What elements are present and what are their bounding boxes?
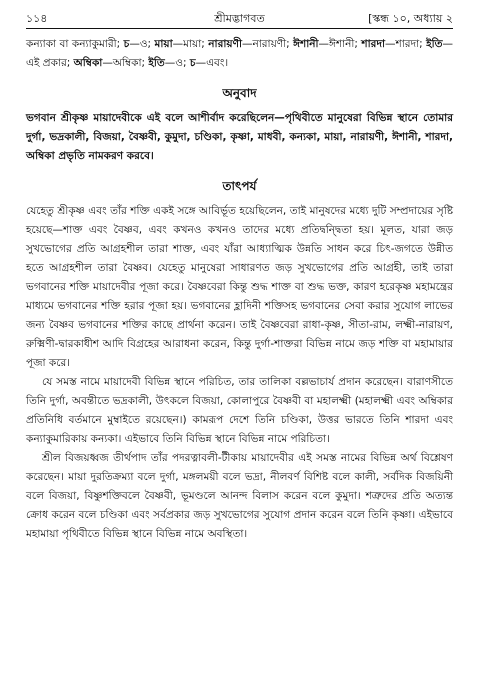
purport-paragraph: শ্রীল বিজয়ধ্বজ তীর্থপাদ তাঁর পদরত্নাবলী-টীকায় মায়াদেবীর এই সমস্ত নামের বিভিন্ন অর্থ বিশ্লেষণ করেছেন। মায়া দুরতিক্রম্যা বলে দুর্গা, মঙ্গলময়ী বলে ভদ্রা, নীলবর্ণ বিশিষ্ট বলে কালী, সর্বদিক বিজয়িনী বলে বিজয়া, বিষ্ণুশক্তিবলে বৈষ্ণবী, ভূমণ্ডলে আনন্দ বিলাস করেন বলে কুমুদা। শত্রুদের প্রতি অত্যন্ত ক্রোধ করেন বলে চণ্ডিকা এবং সর্বপ্রকার জড় সুখভোগের সুযোগ প্রদান করেন বলে তিনি কৃষ্ণা। এইভাবে মহামায়া পৃথিবীতে বিভিন্ন স্থানে বিভিন্ন নামে অবস্থিতা।	[26, 452, 453, 540]
synonym-word: মায়া	[154, 38, 173, 50]
synonym-meaning: —এবং।	[195, 57, 229, 69]
synonym-word: অম্বিকা	[73, 57, 103, 69]
book-title: শ্রীমদ্ভাগবত	[214, 12, 265, 25]
running-header	[26, 6, 453, 26]
translation-text: ভগবান শ্রীকৃষ্ণ মায়াদেবীকে এই বলে আশীর্বাদ করেছিলেন—পৃথিবীতে মানুষেরা বিভিন্ন স্থানে তোমার দুর্গা, ভদ্রকালী, বিজয়া, বৈষ্ণবী, কুমুদা, চণ্ডিকা, কৃষ্ণা, মাধবী, কন্যকা, মায়া, নারায়ণী, ঈশানী, শারদা, অম্বিকা প্রভৃতি নামকরণ করবে।	[26, 112, 453, 162]
synonym-word: ঈশানী	[293, 38, 319, 50]
synonym-meaning: —ঈশানী;	[318, 38, 362, 50]
synonym-word: ইতি	[426, 38, 443, 50]
synonym-word: শারদা	[361, 38, 386, 50]
synonym-word: নারায়ণী	[208, 38, 242, 50]
synonym-word: চ	[189, 57, 196, 69]
synonym-meaning: কন্যাকা বা কন্যাকুমারী;	[26, 38, 124, 50]
page-number: ১১৪	[26, 12, 48, 25]
synonym-meaning: —শারদা;	[385, 38, 427, 50]
synonym-meaning: —মায়া;	[172, 38, 209, 50]
synonym-meaning: —ও;	[129, 38, 155, 50]
purport-paragraph: যে সমস্ত নামে মায়াদেবী বিভিন্ন স্থানে পরিচিত, তার তালিকা বল্লভাচার্য প্রদান করেছেন। বারাণসীতে তিনি দুর্গা, অবন্তীতে ভদ্রকালী, উৎকলে বিজয়া, কোলাপুরে বৈষ্ণবী বা মহালক্ষ্মী (মহালক্ষ্মী এবং অম্বিকার প্রতিনিধি বর্তমানে মুম্বাইতে রয়েছেন।) কামরূপ দেশে তিনি চণ্ডিকা, উত্তর ভারতে তিনি শারদা এবং কন্যাকুমারিকায় কন্যকা। এইভাবে তিনি বিভিন্ন স্থানে বিভিন্ন নামে পরিচিতা।	[26, 376, 453, 445]
section-reference: [স্কন্ধ ১০, অধ্যায় ২	[368, 12, 453, 25]
synonym-meaning: —এই প্রকার;	[26, 38, 453, 69]
purport-paragraph: যেহেতু শ্রীকৃষ্ণ এবং তাঁর শক্তি একই সঙ্গে আবির্ভূত হয়েছিলেন, তাই মানুষদের মধ্যে দুটি সম্প্রদায়ের সৃষ্টি হয়েছে—শাক্ত এবং বৈষ্ণব, এবং কখনও কখনও তাদের মধ্যে প্রতিদ্বন্দ্বিতা হয়। মূলত, যারা জড় সুখভোগের প্রতি আগ্রহশীল তারা শাক্ত, এবং যাঁরা আধ্যাত্মিক উন্নতি সাধন করে চিৎ-জগতে উন্নীত হতে আগ্রহশীল তারা বৈষ্ণব। যেহেতু মানুষেরা সাধারণত জড় সুখভোগের প্রতি আগ্রহী, তাই তারা ভগবানের শক্তি মায়াদেবীর পূজা করে। বৈষ্ণবেরা কিন্তু শুদ্ধ শাক্ত বা শুদ্ধ ভক্ত, কারণ হরেকৃষ্ণ মহামন্ত্রের মাধ্যমে ভগবানের শক্তি হরার পূজা হয়। ভগবানের হ্লাদিনী শক্তিসহ ভগবানের সেবা করার সুযোগ লাভের জন্য বৈষ্ণব ভগবানের শক্তির কাছে প্রার্থনা করেন। তাই বৈষ্ণবেরা রাধা-কৃষ্ণ, সীতা-রাম, লক্ষ্মী-নারায়ণ, রুক্মিণী-দ্বারকাধীশ আদি বিগ্রহের আরাধনা করেন, কিন্তু দুর্গা-শাক্তরা বিভিন্ন নামে জড় শক্তি বা মহামায়ার পূজা করে।	[26, 205, 453, 369]
synonyms-block	[26, 35, 453, 73]
synonym-word: চ	[123, 38, 130, 50]
synonym-meaning: —নারায়ণী;	[241, 38, 294, 50]
translation-heading: অনুবাদ	[222, 86, 257, 100]
synonym-word: ইতি	[148, 57, 165, 69]
synonym-meaning: —অম্বিকা;	[102, 57, 149, 69]
purport-body	[26, 202, 453, 544]
purport-heading: তাৎপর্য	[222, 179, 257, 193]
synonym-meaning: —ও;	[164, 57, 190, 69]
